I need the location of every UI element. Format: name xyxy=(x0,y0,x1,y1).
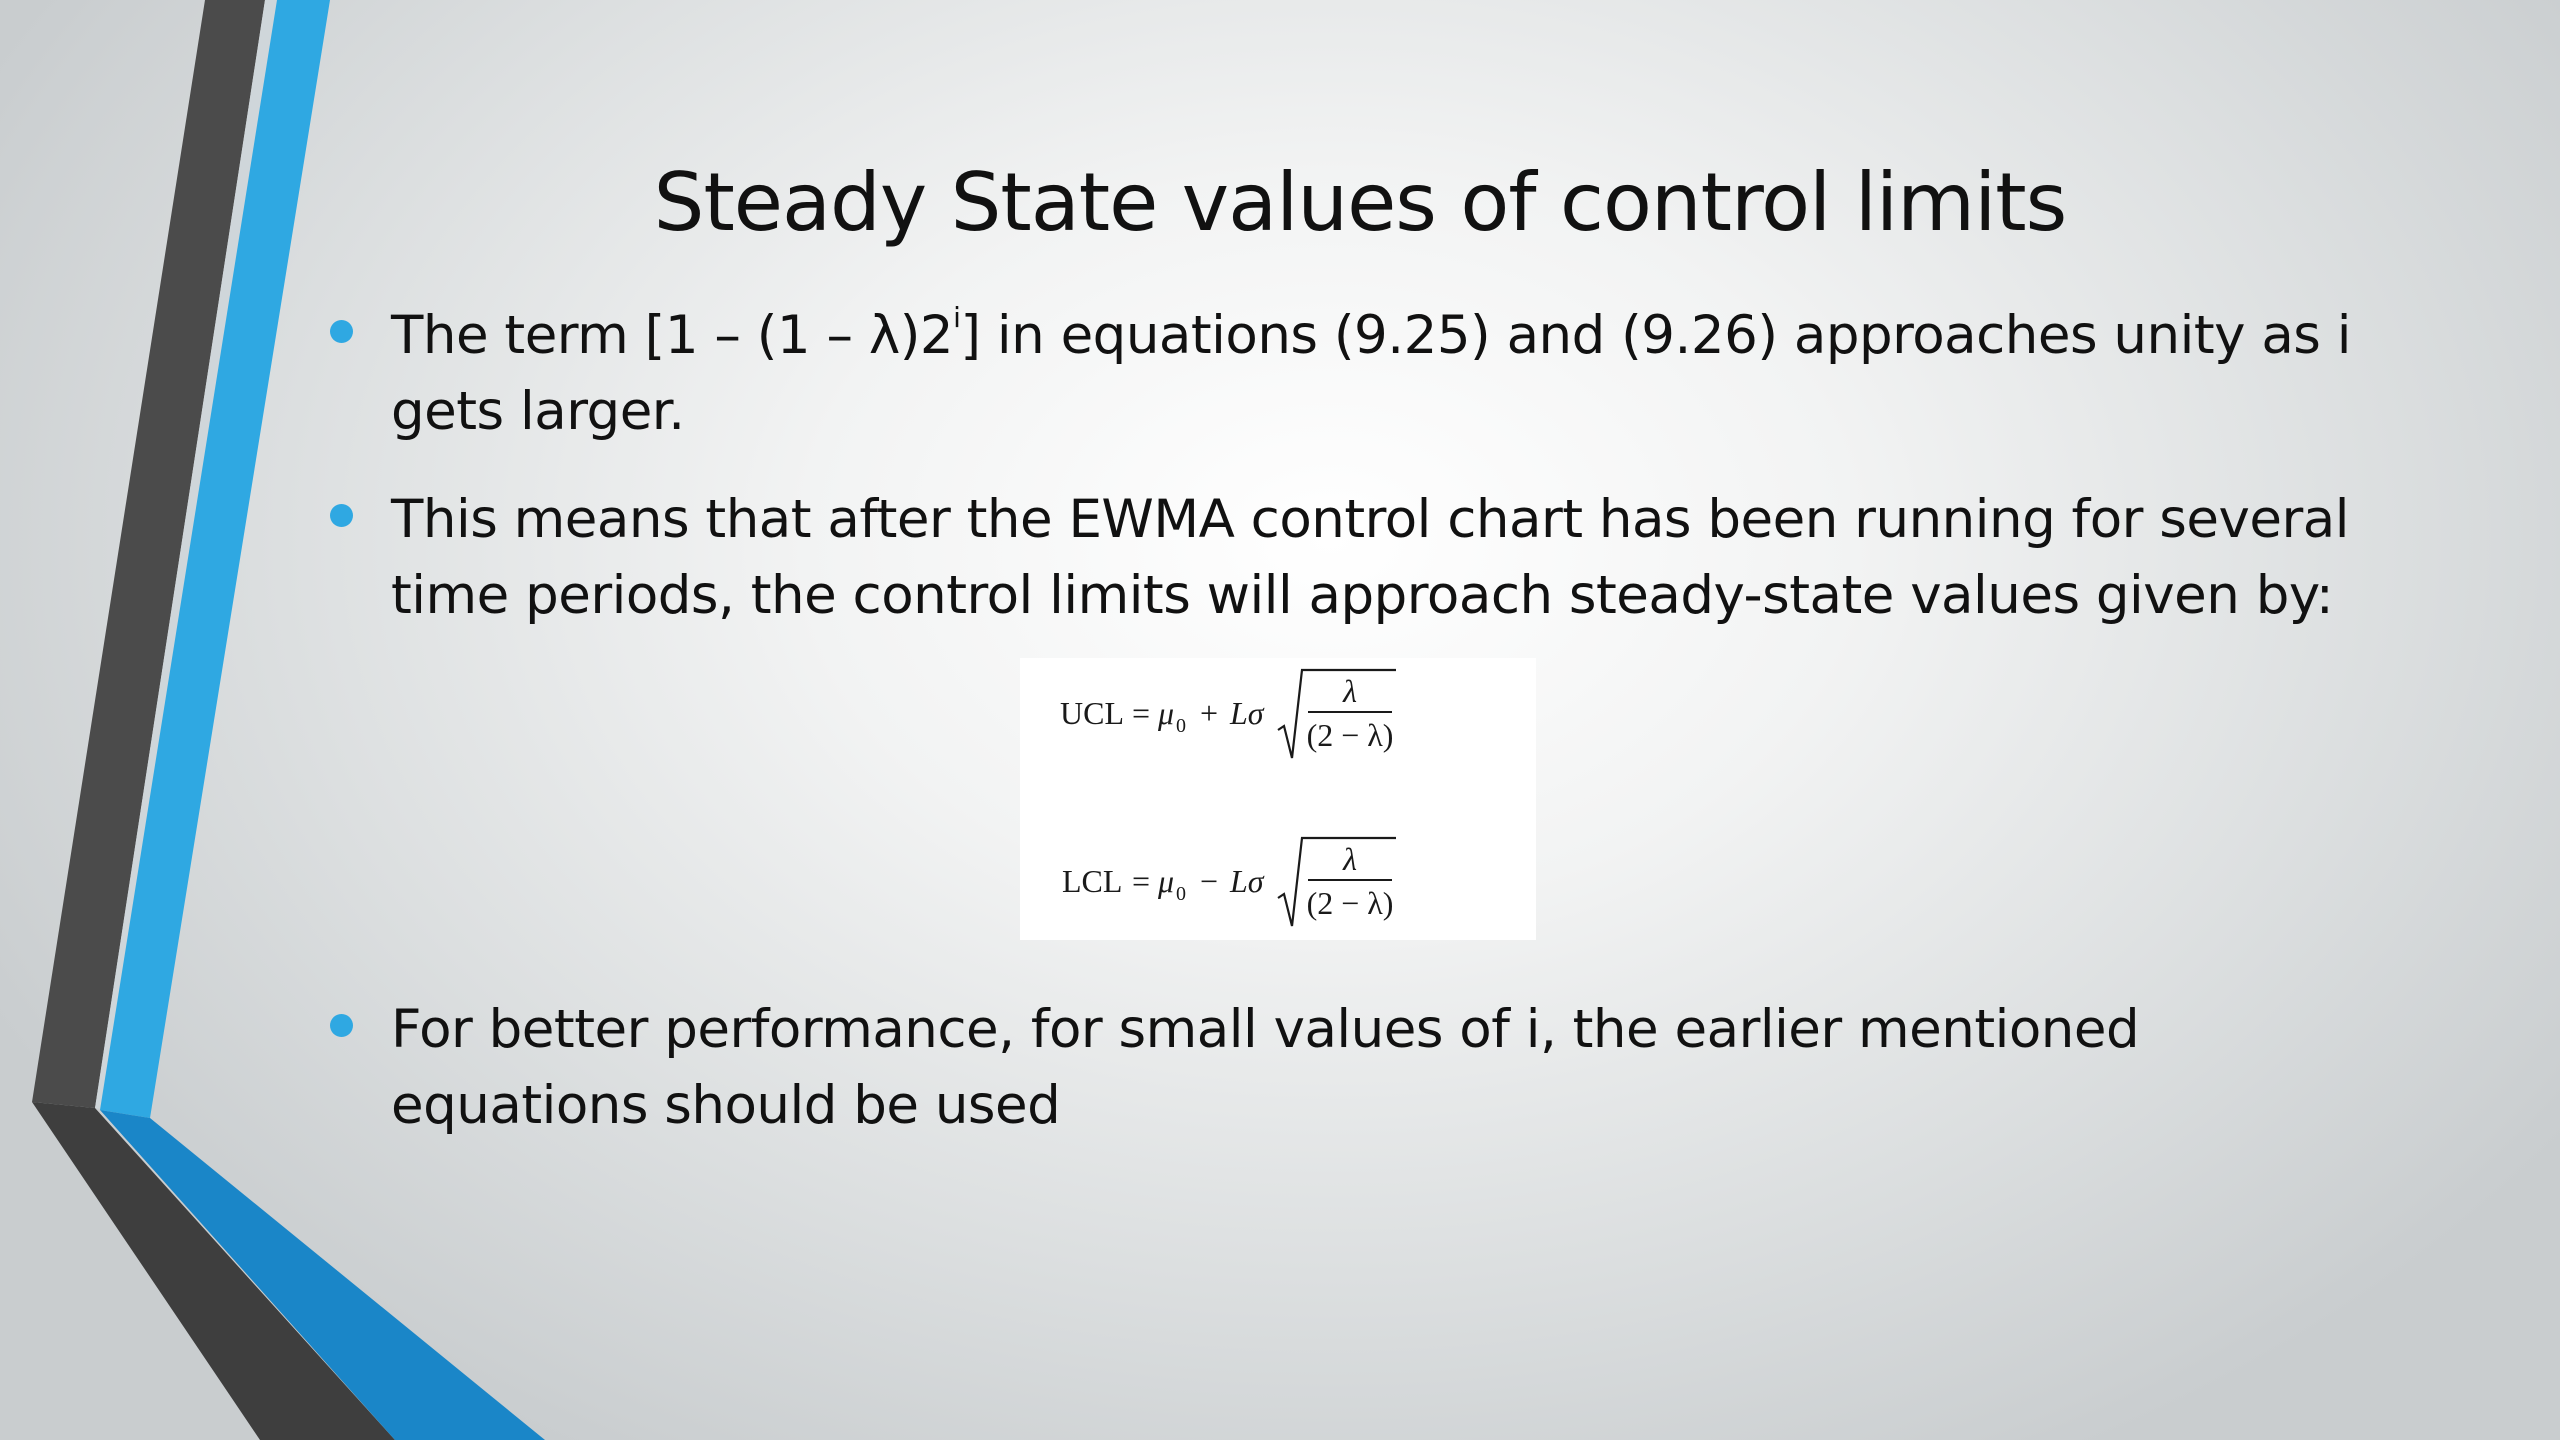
bullet-dot-icon xyxy=(330,504,353,527)
lcl-minus: − xyxy=(1200,863,1219,899)
lcl-mu-sub: 0 xyxy=(1176,883,1186,905)
ucl-numerator: λ xyxy=(1343,673,1357,709)
bullet-text xyxy=(391,298,2381,450)
lcl-equals: = xyxy=(1132,863,1151,899)
formula-image xyxy=(1020,658,1536,940)
lower-dark-wedge-shape xyxy=(32,1102,395,1440)
bullet-text: For better performance, for small values of i, the earlier mentioned equations should be used xyxy=(391,999,2140,1136)
lcl-denominator: (2 − λ) xyxy=(1306,885,1394,921)
bullet-text-part: The term [1 – (1 – λ)2 xyxy=(391,305,954,366)
bullet-dot-icon xyxy=(330,320,353,343)
ucl-mu-sub: 0 xyxy=(1176,715,1186,737)
ucl-mu: μ xyxy=(1158,695,1175,731)
lcl-formula xyxy=(1062,838,1396,926)
ucl-denominator: (2 − λ) xyxy=(1306,717,1394,753)
lcl-lhs: LCL xyxy=(1062,863,1123,899)
ucl-equals: = xyxy=(1132,695,1151,731)
lcl-mu: μ xyxy=(1158,863,1175,899)
ucl-formula xyxy=(1060,670,1396,758)
ucl-l-sigma: Lσ xyxy=(1230,695,1264,731)
superscript-i: i xyxy=(953,301,961,334)
slide-title: Steady State values of control limits xyxy=(653,156,2067,249)
bullet-text-part: ] in equations (9.25) and (9.26) approaches unity as i gets larger. xyxy=(391,305,2351,442)
bullet-dot-icon xyxy=(330,1014,353,1037)
ucl-lhs: UCL xyxy=(1060,695,1124,731)
lcl-numerator: λ xyxy=(1343,841,1357,877)
formula-svg xyxy=(1020,658,1536,940)
ucl-plus: + xyxy=(1200,695,1219,731)
lcl-l-sigma: Lσ xyxy=(1230,863,1264,899)
bullet-text: This means that after the EWMA control chart has been running for several time periods, the control limits will approach steady-state values given by: xyxy=(391,489,2349,626)
